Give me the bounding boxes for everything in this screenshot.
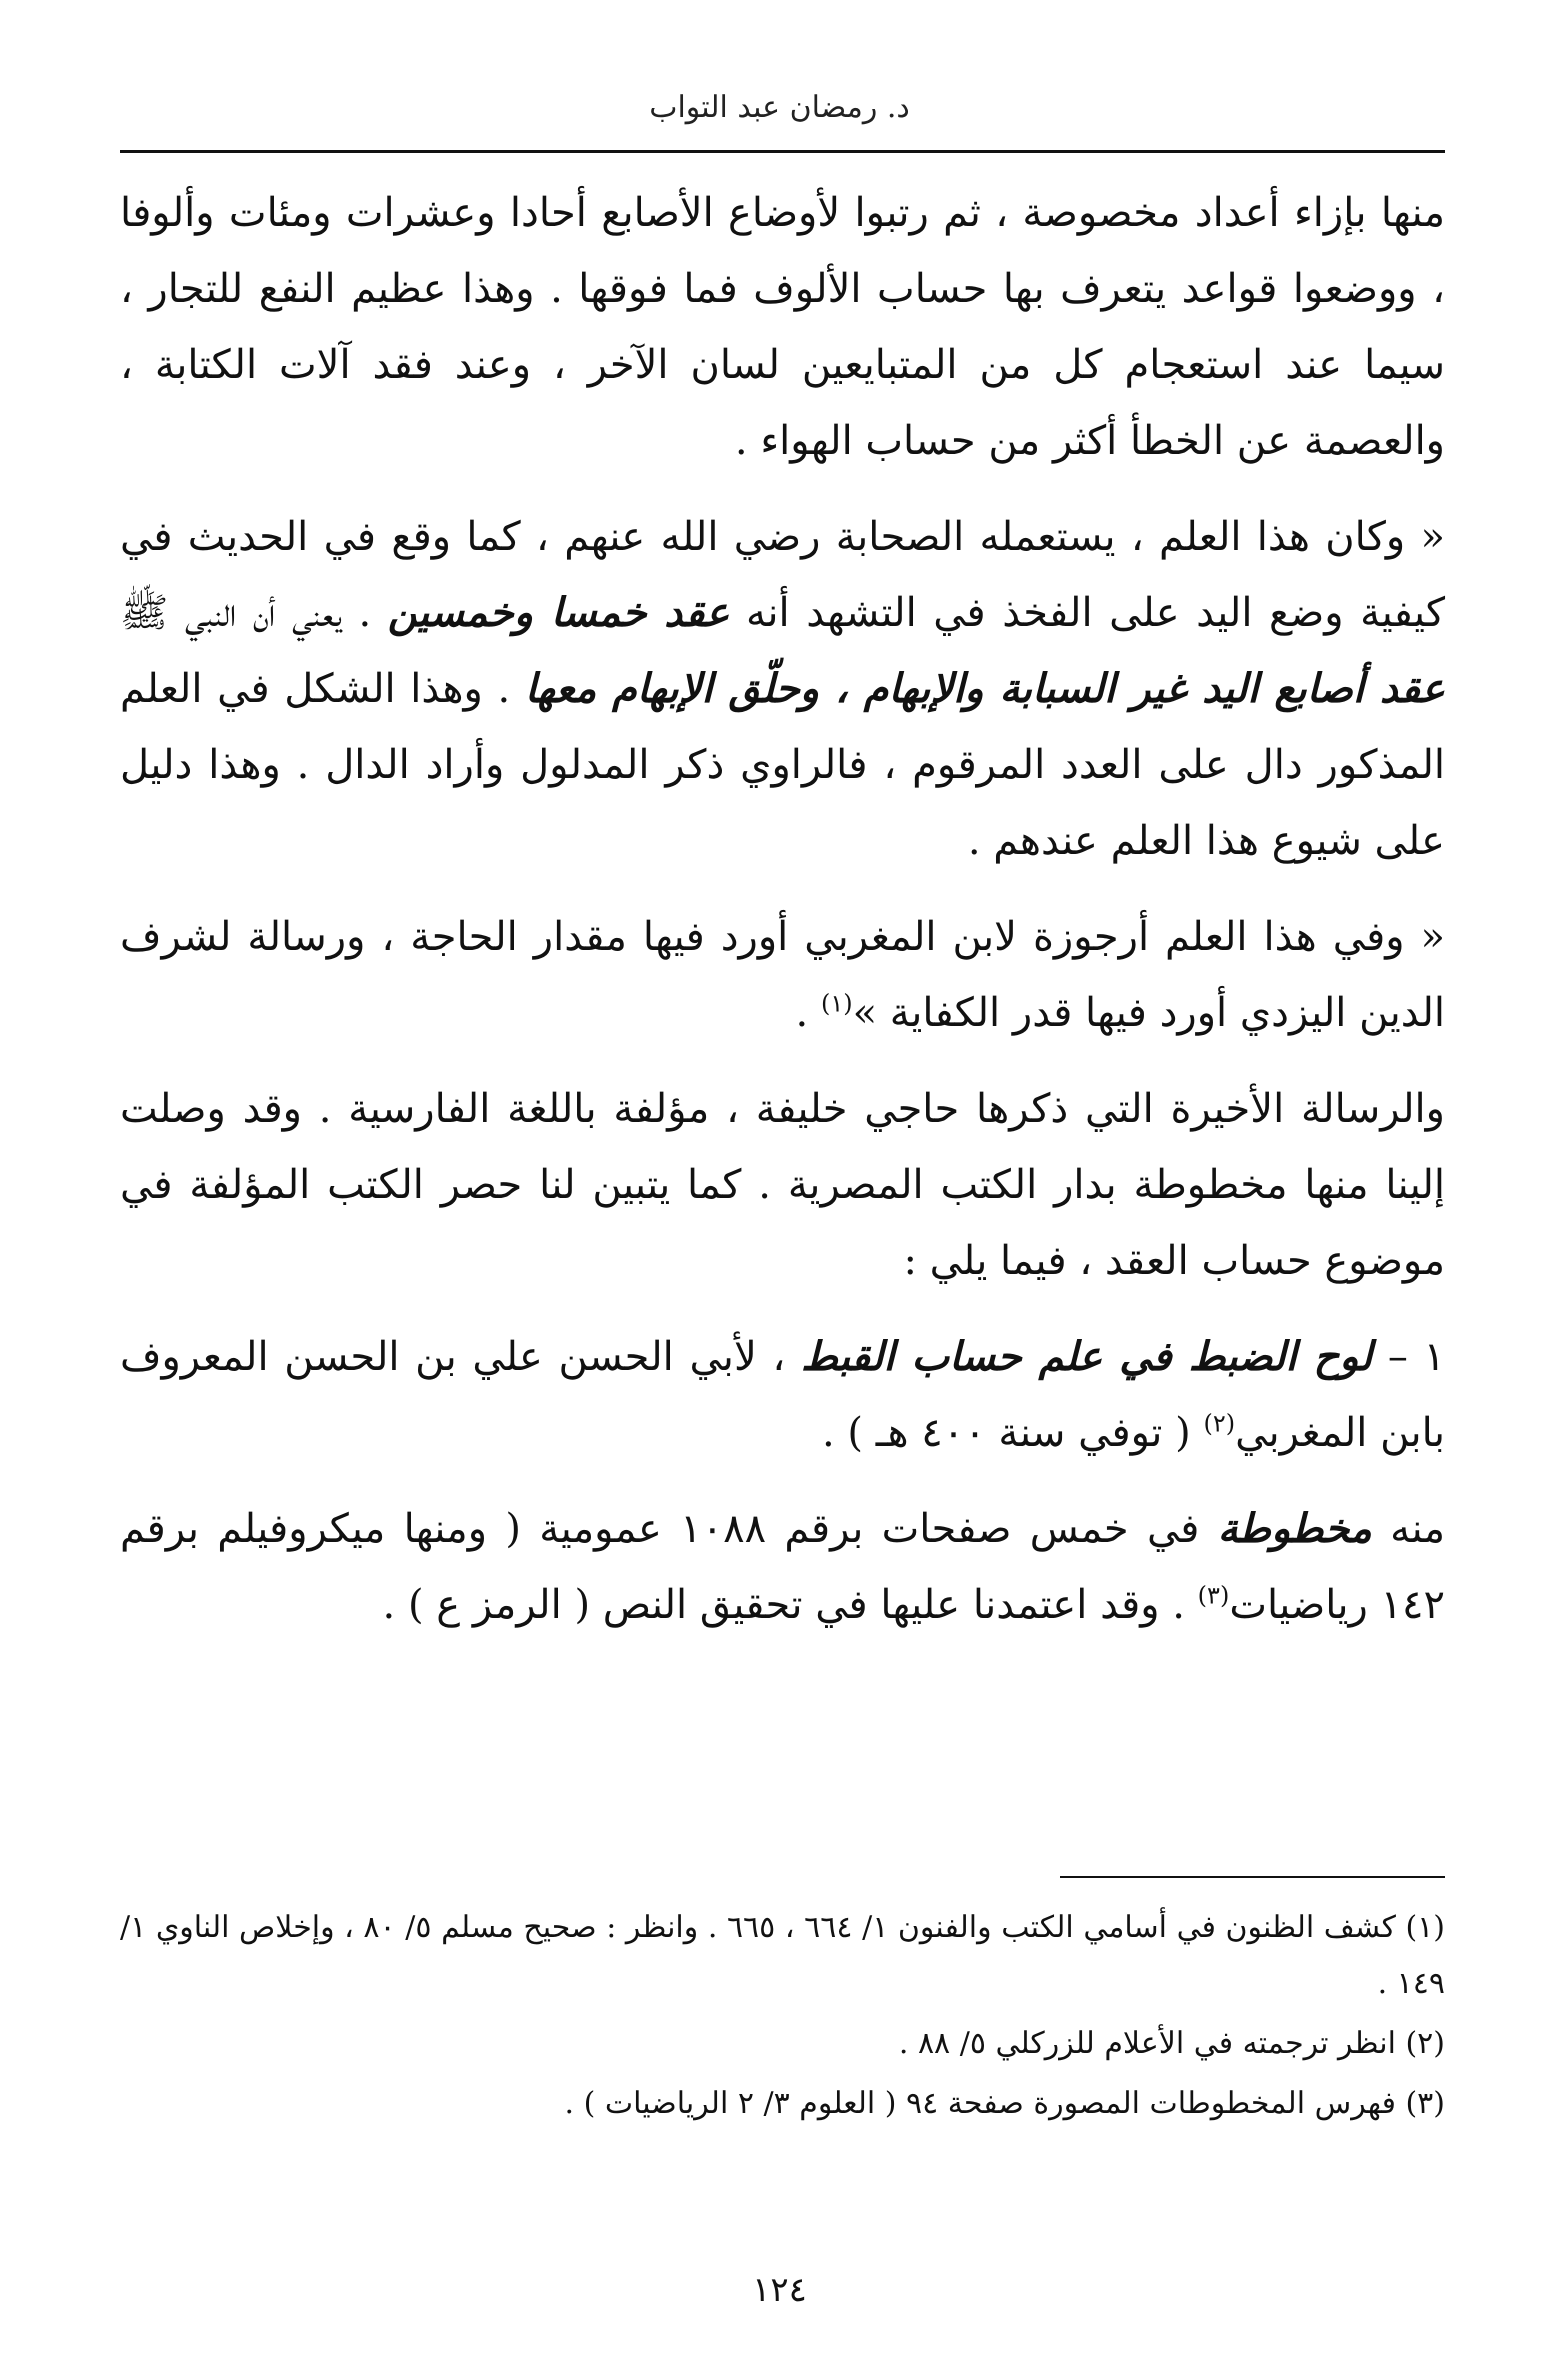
paragraph-3 [120, 899, 1445, 1051]
book-title: لوح الضبط في علم حساب القبط [801, 1333, 1373, 1380]
hadith-quote-1: عقد خمسا وخمسين [387, 589, 730, 636]
running-header: د. رمضان عبد التواب [649, 90, 910, 125]
footnote-divider [1060, 1876, 1445, 1878]
manuscript-label: مخطوطة [1217, 1505, 1372, 1552]
paragraph-2-text-c: . وهذا الشكل في العلم المذكور دال على العدد المرقوم ، فالراوي ذكر المدلول وأراد الدال . وهذا دليل على شيوع هذا العلم عندهم . [120, 666, 1445, 864]
paragraph-3-text: « وفي هذا العلم أرجوزة لابن المغربي أورد فيها مقدار الحاجة ، ورسالة لشرف الدين اليزدي أورد فيها قدر الكفاية » [120, 914, 1445, 1036]
paragraph-2 [120, 499, 1445, 879]
paragraph-6-text-c: . وقد اعتمدنا عليها في تحقيق النص ( الرمز ع ) . [382, 1582, 1185, 1628]
footnotes [120, 1900, 1445, 2136]
footnote-ref-2[interactable]: (٢) [1203, 1409, 1236, 1438]
hadith-quote-2: عقد أصابع اليد غير السبابة والإبهام ، وحلّق الإبهام معها [524, 665, 1446, 712]
footnote-ref-1[interactable]: (١) [820, 989, 853, 1018]
footnote-2: (٢) انظر ترجمته في الأعلام للزركلي ٥/ ٨٨ . [898, 2026, 1445, 2061]
paragraph-5-text-a: ، لأبي الحسن علي بن الحسن المعروف بابن المغربي [120, 1334, 1445, 1456]
list-number-1: ١ – [1387, 1334, 1445, 1380]
paragraph-6-text-a: منه [1390, 1506, 1446, 1552]
paragraph-5 [120, 1319, 1445, 1471]
paragraph-4: والرسالة الأخيرة التي ذكرها حاجي خليفة ، مؤلفة باللغة الفارسية . وقد وصلت إلينا منها مخطوطة بدار الكتب المصرية . كما يتبين لنا حصر الكتب المؤلفة في موضوع حساب العقد ، فيما يلي : [120, 1086, 1445, 1284]
paragraph-1: منها بإزاء أعداد مخصوصة ، ثم رتبوا لأوضاع الأصابع أحادا وعشرات ومئات وألوفا ، ووضعوا قواعد يتعرف بها حساب الألوف فما فوقها . وهذا عظيم النفع للتجار ، سيما عند استعجام كل من المتبايعين لسان الآخر ، وعند فقد آلات الكتابة ، والعصمة عن الخطأ أكثر من حساب الهواء . [120, 190, 1445, 464]
footnote-1: (١) كشف الظنون في أسامي الكتب والفنون ١/ ٦٦٤ ، ٦٦٥ . وانظر : صحيح مسلم ٥/ ٨٠ ، وإخلاص الناوي ١/ ١٤٩ . [120, 1910, 1445, 2001]
paragraph-2-text-a: « وكان هذا العلم ، يستعمله الصحابة رضي الله عنهم ، كما وقع في الحديث في كيفية وضع اليد على الفخذ في التشهد أنه [120, 514, 1445, 636]
main-text [120, 175, 1445, 1663]
paragraph-3-end: . [795, 990, 809, 1036]
paragraph-5-text-b: ( توفي سنة ٤٠٠ هـ ) . [821, 1410, 1191, 1456]
paragraph-2-text-b: . يعني أن النبي ﷺ [120, 590, 372, 636]
paragraph-6-text-b: في خمس صفحات برقم ١٠٨٨ عمومية ( ومنها ميكروفيلم برقم ١٤٢ رياضيات [120, 1506, 1445, 1628]
footnote-3: (٣) فهرس المخطوطات المصورة صفحة ٩٤ ( العلوم ٣/ ٢ الرياضيات ) . [564, 2086, 1445, 2121]
paragraph-6 [120, 1491, 1445, 1643]
footnote-ref-3[interactable]: (٣) [1197, 1581, 1230, 1610]
header-divider [120, 150, 1445, 153]
page-number: ١٢٤ [752, 2270, 807, 2310]
